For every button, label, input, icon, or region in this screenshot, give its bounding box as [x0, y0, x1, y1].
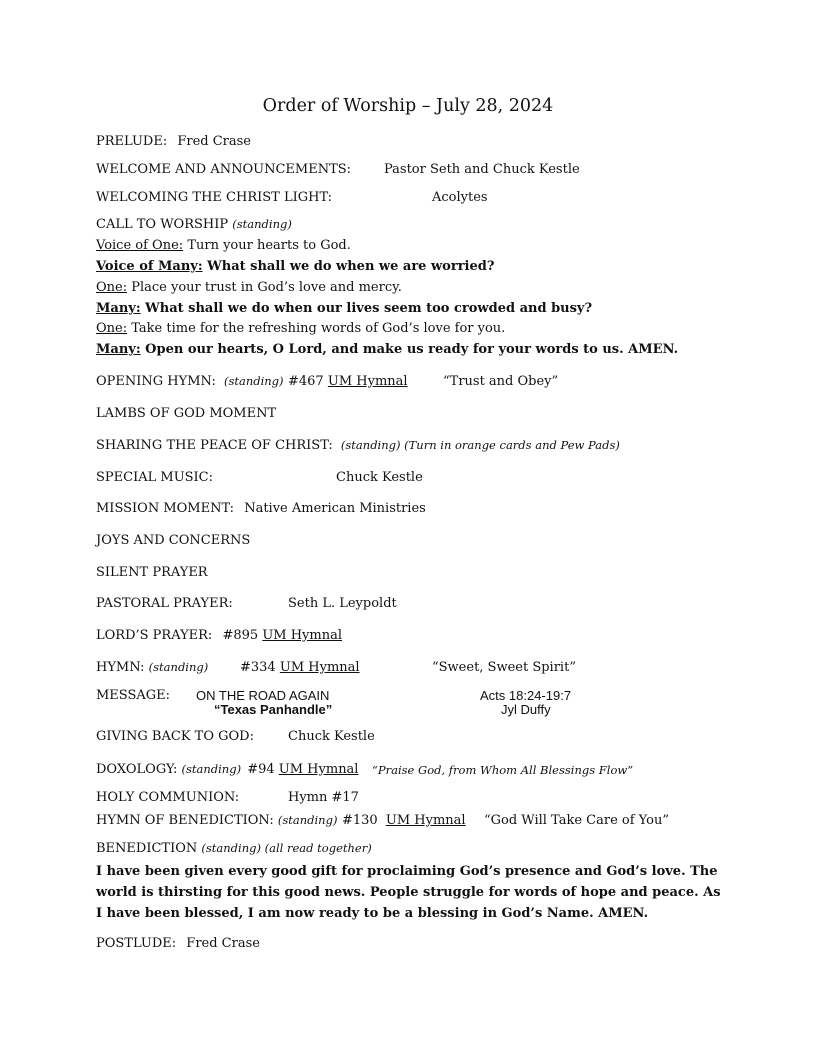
benediction-label: BENEDICTION — [96, 841, 198, 856]
call-to-worship-heading — [96, 217, 292, 232]
communion-value: Hymn #17 — [288, 790, 359, 805]
call-speaker: Voice of Many: — [96, 259, 203, 274]
call-line — [96, 238, 351, 253]
message-subtitle: “Texas Panhandle” — [214, 702, 333, 717]
call-speaker: One: — [96, 280, 128, 295]
call-text: Open our hearts, O Lord, and make us ready for your words to us. AMEN. — [145, 342, 679, 357]
welcome-label: WELCOME AND ANNOUNCEMENTS: — [96, 162, 352, 177]
call-line — [96, 342, 678, 357]
hymn-number: #130 — [342, 813, 378, 828]
lords-prayer-row — [96, 628, 342, 643]
benediction-note: (standing) (all read together) — [201, 841, 372, 855]
page-title: Order of Worship – July 28, 2024 — [262, 96, 554, 116]
benediction-text: I have been given every good gift for proclaiming God’s presence and God’s love. The world is thirsting for this good news. People struggle for words of hope and peace. As I have been blessed, I am now ready to be a blessing in God’s Name. AMEN. — [96, 864, 721, 921]
hymn-title: “Sweet, Sweet Spirit” — [432, 660, 576, 675]
call-line — [96, 321, 505, 336]
christ-light-label: WELCOMING THE CHRIST LIGHT: — [96, 190, 333, 205]
hymn-number: #467 — [288, 374, 324, 389]
postlude-row — [96, 936, 260, 951]
call-text: Take time for the refreshing words of God’s love for you. — [131, 321, 506, 336]
opening-hymn-note: (standing) — [223, 374, 284, 388]
mission-row — [96, 501, 426, 516]
opening-hymn-row — [96, 374, 284, 389]
call-line — [96, 280, 402, 295]
welcome-value: Pastor Seth and Chuck Kestle — [384, 162, 580, 177]
pastoral-prayer-value: Seth L. Leypoldt — [288, 596, 397, 611]
call-note: (standing) — [232, 217, 292, 231]
giving-label: GIVING BACK TO GOD: — [96, 729, 254, 744]
special-music-value: Chuck Kestle — [336, 470, 423, 485]
christ-light-row — [96, 190, 332, 205]
mission-value: Native American Ministries — [244, 501, 426, 516]
joys-row: JOYS AND CONCERNS — [96, 533, 251, 548]
lambs-row: LAMBS OF GOD MOMENT — [96, 406, 277, 421]
hymn-note: (standing) — [148, 660, 209, 674]
call-speaker: One: — [96, 321, 128, 336]
hymnal-name: UM Hymnal — [279, 660, 360, 675]
prelude-row — [96, 134, 251, 149]
call-label: CALL TO WORSHIP — [96, 217, 229, 232]
peace-label: SHARING THE PEACE OF CHRIST: — [96, 438, 333, 453]
message-title: ON THE ROAD AGAIN — [196, 688, 330, 703]
peace-row — [96, 438, 620, 453]
hymn-number: #94 — [247, 762, 275, 777]
call-speaker: Many: — [96, 301, 141, 316]
hymn-number-group — [240, 660, 360, 675]
message-label: MESSAGE: — [96, 688, 171, 703]
christ-light-value: Acolytes — [432, 190, 488, 205]
hymnal-name: UM Hymnal — [385, 813, 466, 828]
message-scripture: Acts 18:24-19:7 — [480, 688, 572, 703]
postlude-label: POSTLUDE: — [96, 936, 177, 951]
call-speaker: Many: — [96, 342, 141, 357]
postlude-value: Fred Crase — [186, 936, 260, 951]
lords-prayer-label: LORD’S PRAYER: — [96, 628, 213, 643]
call-text: Place your trust in God’s love and mercy. — [131, 280, 402, 295]
doxology-row — [96, 762, 358, 777]
pastoral-prayer-label: PASTORAL PRAYER: — [96, 596, 233, 611]
call-text: Turn your hearts to God. — [187, 238, 351, 253]
benediction-hymn-number-group — [342, 813, 466, 828]
giving-value: Chuck Kestle — [288, 729, 375, 744]
special-music-label: SPECIAL MUSIC: — [96, 470, 214, 485]
prelude-value: Fred Crase — [177, 134, 252, 149]
mission-label: MISSION MOMENT: — [96, 501, 235, 516]
opening-hymn-number — [288, 374, 408, 389]
peace-note: (standing) (Turn in orange cards and Pew Pads) — [340, 438, 620, 452]
hymnal-name: UM Hymnal — [327, 374, 408, 389]
welcome-row — [96, 162, 351, 177]
benediction-hymn-title: “God Will Take Care of You” — [484, 813, 669, 828]
call-line — [96, 301, 592, 316]
doxology-title: “Praise God, from Whom All Blessings Flow” — [372, 763, 634, 777]
call-text: What shall we do when we are worried? — [207, 259, 495, 274]
doxology-note: (standing) — [181, 762, 242, 776]
hymn-number: #895 — [222, 628, 259, 643]
doxology-label: DOXOLOGY: — [96, 762, 178, 777]
opening-hymn-label: OPENING HYMN: — [96, 374, 216, 389]
call-text: What shall we do when our lives seem too crowded and busy? — [145, 301, 593, 316]
communion-label: HOLY COMMUNION: — [96, 790, 240, 805]
prelude-label: PRELUDE: — [96, 134, 168, 149]
benediction-hymn-label: HYMN OF BENEDICTION: — [96, 813, 274, 828]
hymn-label: HYMN: — [96, 660, 145, 675]
benediction-hymn-row — [96, 813, 337, 828]
hymnal-name: UM Hymnal — [262, 628, 343, 643]
hymn-row — [96, 660, 208, 675]
call-speaker: Voice of One: — [96, 238, 184, 253]
hymn-number: #334 — [240, 660, 276, 675]
message-speaker: Jyl Duffy — [501, 702, 551, 717]
benediction-hymn-note: (standing) — [277, 813, 338, 827]
silent-prayer-row: SILENT PRAYER — [96, 565, 208, 580]
opening-hymn-title: “Trust and Obey” — [443, 374, 559, 389]
call-line — [96, 259, 494, 274]
benediction-heading — [96, 841, 372, 856]
hymnal-name: UM Hymnal — [278, 762, 359, 777]
